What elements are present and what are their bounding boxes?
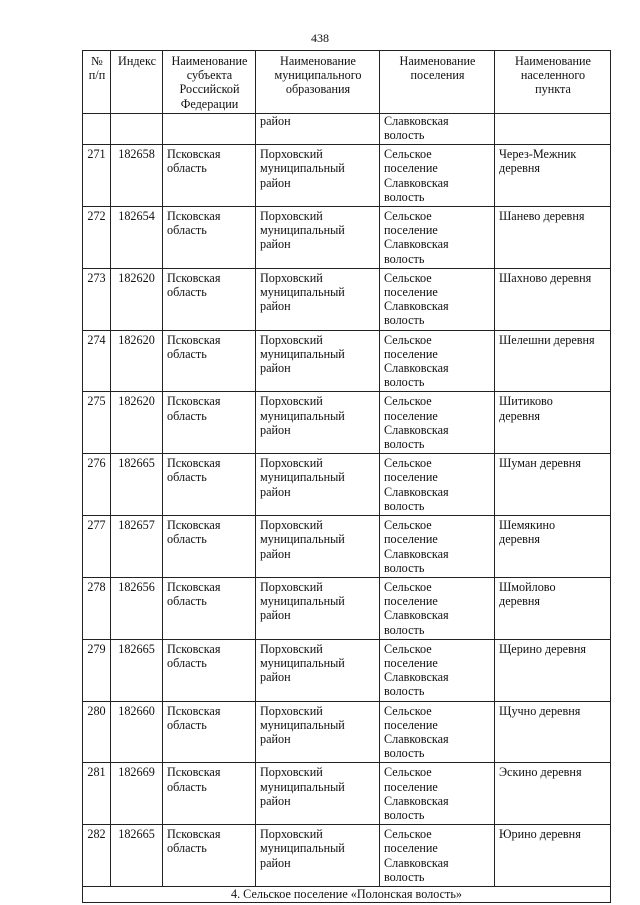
cell-settlement: Сельское поселение Славковская волость [380,639,495,701]
cell-municipality: Порховский муниципальный район [256,701,380,763]
cell-subject: Псковская область [163,392,256,454]
cell-subject: Псковская область [163,639,256,701]
cell-locality: Щучно деревня [495,701,611,763]
header-number: № п/п [83,51,111,114]
cell-settlement: Сельское поселение Славковская волость [380,454,495,516]
cell-locality [495,113,611,144]
cell-municipality: Порховский муниципальный район [256,763,380,825]
table-row [83,763,611,825]
cell-subject: Псковская область [163,577,256,639]
cell-number: 282 [83,825,111,887]
table-header-row [83,51,611,114]
cell-settlement: Сельское поселение Славковская волость [380,330,495,392]
cell-locality: Шахново деревня [495,268,611,330]
header-subject: Наименование субъекта Российской Федерации [163,51,256,114]
cell-settlement: Сельское поселение Славковская волость [380,763,495,825]
cell-locality: Шемякино деревня [495,516,611,578]
table-row [83,577,611,639]
cell-municipality: Порховский муниципальный район [256,454,380,516]
header-municipality: Наименование муниципального образования [256,51,380,114]
cell-locality: Шмойлово деревня [495,577,611,639]
table-row [83,825,611,887]
cell-settlement: Сельское поселение Славковская волость [380,516,495,578]
cell-municipality: Порховский муниципальный район [256,392,380,454]
cell-index: 182665 [111,825,163,887]
cell-municipality: Порховский муниципальный район [256,330,380,392]
cell-number: 279 [83,639,111,701]
header-locality: Наименование населенного пункта [495,51,611,114]
table-row [83,207,611,269]
cell-locality: Шелешни деревня [495,330,611,392]
cell-index: 182620 [111,392,163,454]
cell-locality: Шитиково деревня [495,392,611,454]
cell-number: 276 [83,454,111,516]
cell-municipality: Порховский муниципальный район [256,825,380,887]
cell-index: 182665 [111,454,163,516]
cell-number: 272 [83,207,111,269]
cell-index: 182654 [111,207,163,269]
cell-locality: Шанево деревня [495,207,611,269]
cell-subject: Псковская область [163,516,256,578]
cell-subject: Псковская область [163,454,256,516]
cell-number: 271 [83,145,111,207]
cell-locality: Шуман деревня [495,454,611,516]
cell-settlement: Сельское поселение Славковская волость [380,145,495,207]
cell-settlement: Сельское поселение Славковская волость [380,577,495,639]
table-row [83,454,611,516]
table-row [83,701,611,763]
cell-municipality: район [256,113,380,144]
cell-number [83,113,111,144]
cell-settlement: Славковская волость [380,113,495,144]
cell-subject [163,113,256,144]
cell-settlement: Сельское поселение Славковская волость [380,392,495,454]
page-number: 438 [311,31,329,45]
header-index: Индекс [111,51,163,114]
cell-settlement: Сельское поселение Славковская волость [380,825,495,887]
cell-index: 182660 [111,701,163,763]
cell-subject: Псковская область [163,330,256,392]
cell-locality: Юрино деревня [495,825,611,887]
continuation-row [83,113,611,144]
table-row [83,268,611,330]
cell-settlement: Сельское поселение Славковская волость [380,268,495,330]
cell-number: 277 [83,516,111,578]
section-heading: 4. Сельское поселение «Полонская волость» [83,886,611,902]
cell-municipality: Порховский муниципальный район [256,145,380,207]
cell-number: 280 [83,701,111,763]
localities-table [82,50,611,903]
cell-index: 182620 [111,330,163,392]
cell-locality: Щерино деревня [495,639,611,701]
cell-subject: Псковская область [163,825,256,887]
cell-number: 281 [83,763,111,825]
cell-index [111,113,163,144]
cell-subject: Псковская область [163,701,256,763]
cell-locality: Эскино деревня [495,763,611,825]
cell-index: 182665 [111,639,163,701]
cell-locality: Через-Межник деревня [495,145,611,207]
cell-municipality: Порховский муниципальный район [256,577,380,639]
cell-number: 275 [83,392,111,454]
cell-number: 278 [83,577,111,639]
section-heading-row [83,886,611,902]
table-row [83,392,611,454]
cell-number: 274 [83,330,111,392]
cell-settlement: Сельское поселение Славковская волость [380,701,495,763]
cell-settlement: Сельское поселение Славковская волость [380,207,495,269]
cell-subject: Псковская область [163,268,256,330]
cell-number: 273 [83,268,111,330]
cell-municipality: Порховский муниципальный район [256,268,380,330]
table-row [83,516,611,578]
cell-index: 182620 [111,268,163,330]
cell-municipality: Порховский муниципальный район [256,639,380,701]
header-settlement: Наименование поселения [380,51,495,114]
cell-municipality: Порховский муниципальный район [256,207,380,269]
table-row [83,145,611,207]
cell-index: 182657 [111,516,163,578]
cell-index: 182658 [111,145,163,207]
cell-index: 182656 [111,577,163,639]
cell-subject: Псковская область [163,207,256,269]
table-row [83,330,611,392]
cell-subject: Псковская область [163,145,256,207]
cell-index: 182669 [111,763,163,825]
cell-municipality: Порховский муниципальный район [256,516,380,578]
cell-subject: Псковская область [163,763,256,825]
table-row [83,639,611,701]
